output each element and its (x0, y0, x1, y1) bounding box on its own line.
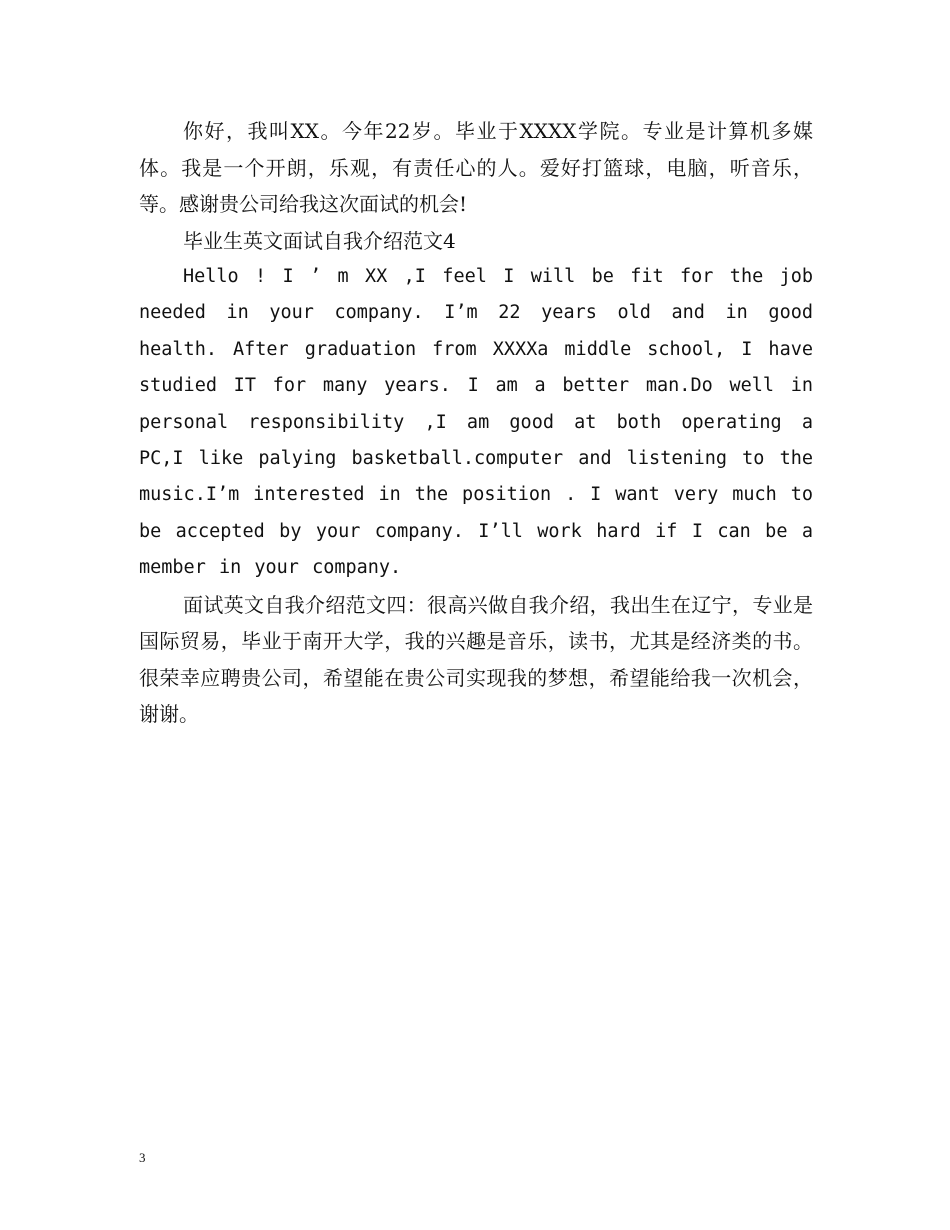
paragraph-intro-english: Hello ! I ’ m XX ,I feel I will be fit for the job needed in your company. I’m 22 years old and in good health. After graduation from XXXXa middle school, I have studied IT for many years. I am a better man.Do well in personal responsibility ,I am good at both operating a PC,I like palying basketball.computer and listening to the music.I’m interested in the position . I want very much to be accepted by your company. I’ll work hard if I can be a member in your company. (139, 266, 813, 579)
page-number: 3 (139, 1150, 146, 1165)
section-heading: 毕业生英文面试自我介绍范文4 (183, 228, 456, 253)
paragraph-sample-four: 面试英文自我介绍范文四：很高兴做自我介绍，我出生在辽宁，专业是国际贸易，毕业于南开大学，我的兴趣是音乐，读书，尤其是经济类的书。很荣幸应聘贵公司，希望能在贵公司实现我的梦想，希望能给我一次机会，谢谢。 (139, 592, 813, 727)
paragraph-intro-chinese: 你好，我叫XX。今年22岁。毕业于XXXX学院。专业是计算机多媒体。我是一个开朗，乐观，有责任心的人。爱好打篮球，电脑，听音乐，等。感谢贵公司给我这次面试的机会! (139, 119, 813, 216)
document-body (139, 113, 813, 733)
